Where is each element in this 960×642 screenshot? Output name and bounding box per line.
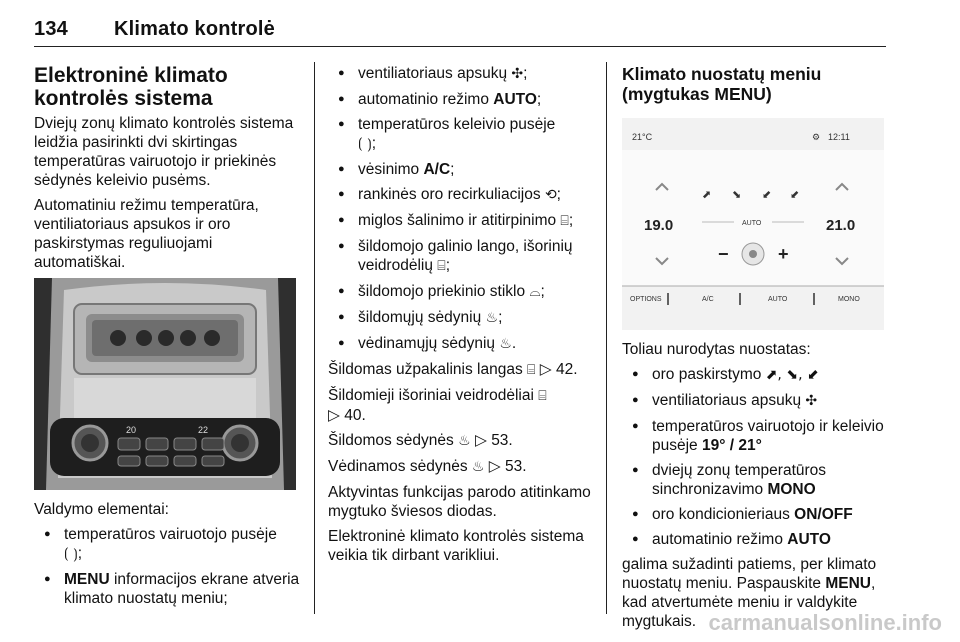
clock: 12:11 <box>828 132 850 142</box>
page-number: 134 <box>34 18 68 40</box>
climate-panel-photo <box>34 278 296 490</box>
rear-window-ref: Šildomas užpakalinis langas ⌸ ▷ 42. <box>328 361 578 378</box>
air-dist-combo-icon: ⬋ <box>790 188 800 201</box>
controls-label: Valdymo elementai: <box>34 501 169 518</box>
rear-window-heat-icon: ⌸ <box>437 258 446 274</box>
climate-menu-illustration <box>622 118 884 330</box>
air-dist-lower-icon: ⬋ <box>762 188 772 201</box>
auto-paragraph: Automatiniu režimu temperatūra, ventiliatoriaus apsukos ir oro paskirstymas reguliuojami automatiškai. <box>34 197 259 271</box>
right-column <box>622 64 888 637</box>
header-rule <box>34 46 886 47</box>
fan-icon: ✣ <box>511 66 524 82</box>
list-item: ● šildomojo priekinio stiklo ⌓; <box>328 282 594 302</box>
middle-column <box>328 64 594 571</box>
chapter-title: Klimato kontrolė <box>114 18 275 40</box>
ventilated-seat-icon: ♨ <box>471 459 485 475</box>
column-divider-2 <box>606 62 607 614</box>
demist-icon: ⌸ <box>560 213 569 229</box>
list-item: ● temperatūros vairuotojo pusėje ⟮ ⟯; <box>34 525 300 564</box>
fan-icon: ✣ <box>805 393 818 409</box>
air-dist-middle-icon: ⬊ <box>732 188 742 201</box>
fan-plus-button[interactable]: + <box>778 244 789 264</box>
auto-fan-label: AUTO <box>742 220 762 227</box>
heated-seats-ref: Šildomos sėdynės ♨ ▷ 53. <box>328 432 513 449</box>
settings-list <box>622 365 888 549</box>
mono-button[interactable]: MONO <box>838 296 860 303</box>
list-item: ● vėdinamųjų sėdynių ♨. <box>328 334 594 354</box>
ac-button[interactable]: A/C <box>702 296 714 303</box>
list-item: ● temperatūros keleivio pusėje ⟮ ⟯; <box>328 115 594 154</box>
list-item: ● MENU informacijos ekrane atveria klimato nuostatų meniu; <box>34 570 300 608</box>
control-list <box>328 64 594 354</box>
photo-left-temp: 20 <box>126 425 137 435</box>
air-distribution-icon: ⬈, ⬊, ⬋ <box>765 367 819 383</box>
left-column <box>34 64 300 614</box>
air-dist-upper-icon: ⬈ <box>702 188 712 201</box>
list-item: ● ventiliatoriaus apsukų ✣; <box>328 64 594 84</box>
list-item: ● automatinio režimo AUTO; <box>328 90 594 109</box>
windscreen-heat-icon: ⌓ <box>529 284 541 300</box>
gear-icon: ⚙ <box>812 133 821 143</box>
heated-seat-icon: ♨ <box>485 310 499 326</box>
outside-temp: 21°C <box>632 132 653 142</box>
list-item: ● automatinio režimo AUTO <box>622 530 888 549</box>
rear-window-heat-icon: ⌸ <box>538 388 547 404</box>
fan-minus-button[interactable]: − <box>718 244 729 264</box>
ventilated-seats-ref: Vėdinamos sėdynės ♨ ▷ 53. <box>328 458 527 475</box>
page-header <box>34 18 275 41</box>
list-item: ● šildomojo galinio lango, išorinių veidrodėlių ⌸; <box>328 237 594 276</box>
list-item: ● oro paskirstymo ⬈, ⬊, ⬋ <box>622 365 888 385</box>
mirrors-ref: Šildomieji išoriniai veidrodėliai ⌸ ▷ 40. <box>328 387 547 424</box>
list-item: ● dviejų zonų temperatūros sinchronizavimo MONO <box>622 461 888 499</box>
section-heading: Elektroninė klimato kontrolės sistema <box>34 64 228 110</box>
engine-paragraph: Elektroninė klimato kontrolės sistema veikia tik dirbant varikliui. <box>328 528 584 564</box>
list-item: ● ventiliatoriaus apsukų ✣ <box>622 391 888 411</box>
list-item: ● miglos šalinimo ir atitirpinimo ⌸; <box>328 211 594 231</box>
settings-intro: Toliau nurodytas nuostatas: <box>622 341 811 358</box>
left-bullet-list <box>34 525 300 608</box>
list-item: ● rankinės oro recirkuliacijos ⟲; <box>328 185 594 205</box>
intro-paragraph: Dviejų zonų klimato kontrolės sistema leidžia pasirinkti dvi skirtingas temperatūras vairuotojo ir priekinės sėdynės keleivio pusėms. <box>34 115 294 189</box>
options-button[interactable]: OPTIONS <box>630 296 662 303</box>
list-item: ● šildomųjų sėdynių ♨; <box>328 308 594 328</box>
recirculation-icon: ⟲ <box>544 187 557 203</box>
climate-panel-illustration <box>34 278 296 490</box>
climate-menu-screen <box>622 118 884 330</box>
left-temp-value[interactable]: 19.0 <box>644 217 674 234</box>
list-item: ● temperatūros vairuotojo ir keleivio pusėje 19° / 21° <box>622 417 888 455</box>
menu-outro: galima sužadinti patiems, per klimato nuostatų meniu. Paspauskite MENU, kad atvertumėte meniu ir valdykite mygtukais. <box>622 556 877 630</box>
heated-seat-icon: ♨ <box>458 433 471 449</box>
ventilated-seat-icon: ♨ <box>499 336 512 352</box>
temp-knob-icon: ⟮ ⟯ <box>358 136 372 152</box>
watermark: carmanualsonline.info <box>708 610 942 635</box>
column-divider-1 <box>314 62 315 614</box>
list-item: ● vėsinimo A/C; <box>328 160 594 179</box>
temp-knob-icon: ⟮ ⟯ <box>64 546 78 562</box>
rear-window-heat-icon: ⌸ <box>527 362 536 378</box>
photo-right-temp: 22 <box>198 425 209 435</box>
menu-heading: Klimato nuostatų meniu (mygtukas MENU) <box>622 64 822 104</box>
list-item: ● oro kondicionieriaus ON/OFF <box>622 505 888 524</box>
auto-button[interactable]: AUTO <box>768 296 788 303</box>
right-temp-value[interactable]: 21.0 <box>826 217 856 234</box>
led-paragraph: Aktyvintas funkcijas parodo atitinkamo mygtuko šviesos diodas. <box>328 484 591 520</box>
